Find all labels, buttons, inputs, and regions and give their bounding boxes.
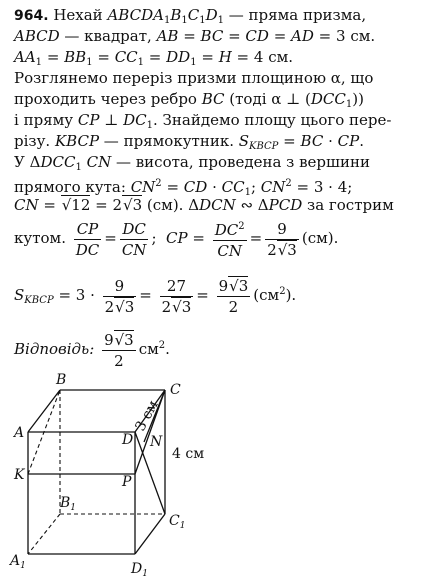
label-P: P: [122, 474, 132, 490]
line-9: прямого кута: $CN^2$ = CD · $CC_1$; $CN^2 = 3 \cdot 4$;: [14, 178, 353, 198]
label-A1: $A_1$: [10, 553, 26, 571]
dimension-4cm: 4 см: [172, 446, 205, 462]
line-3: $AA_1 = BB_1 = CC_1 = DD_1 = H = 4$ см.: [14, 48, 294, 68]
edge-BA: [28, 390, 60, 432]
label-D1: $D_1$: [131, 561, 148, 579]
label-B: B: [56, 372, 67, 388]
line-7: різу. KBCP — прямокутник. $S_{KBCP}$ = BC · CP.: [14, 132, 364, 152]
line-8: У $\Delta DCC_1$ CN — висота, проведена з вершини: [14, 153, 370, 173]
label-A: A: [14, 425, 25, 441]
line-1: 964. Нехай $ABCDA_1B_1C_1D_1$ — пряма призма,: [14, 6, 367, 26]
line-11: кутом. $\frac{CP}{DC}$ = $\frac{DC}{CN}$ ; CP = $\frac{DC^2}{CN}$ = $\frac{9}{2√3}$ (см).: [14, 219, 339, 260]
label-C: C: [170, 382, 181, 398]
line-12: $S_{KBCP} = 3$ · $\frac{9}{2√3}$ = $\frac{27}{2√3}$ = $\frac{9√3}{2}$ $(см^2)$.: [14, 276, 297, 316]
line-4: Розглянемо переріз призми площиною α, що: [14, 69, 374, 87]
edge-B1A1-hidden: [28, 514, 60, 554]
line-10: CN = √12 = 2√3 (см). ΔDCN ∾ ΔPCD за гострим: [14, 196, 394, 214]
line-6: і пряму CP ⊥ $DC_1$. Знайдемо площу цього пере-: [14, 111, 392, 131]
prism-figure: [0, 372, 434, 581]
line-13: Відповідь: $\frac{9√3}{2}$ $см^2$.: [14, 330, 170, 370]
line-2: ABCD — квадрат, AB = BC = CD = AD = 3 см.: [14, 27, 376, 45]
label-N: N: [150, 434, 163, 450]
edge-D1C1: [135, 514, 165, 554]
label-D: D: [122, 432, 134, 448]
line-5: проходить через ребро BC (тоді α ⊥ $(DCC_1)$): [14, 90, 364, 110]
label-K: K: [14, 467, 25, 483]
problem-number: 964.: [14, 8, 49, 24]
dimension-3cm: 3 см: [132, 398, 162, 434]
label-C1: $C_1$: [169, 513, 186, 531]
label-B1: $B_1$: [60, 495, 77, 513]
